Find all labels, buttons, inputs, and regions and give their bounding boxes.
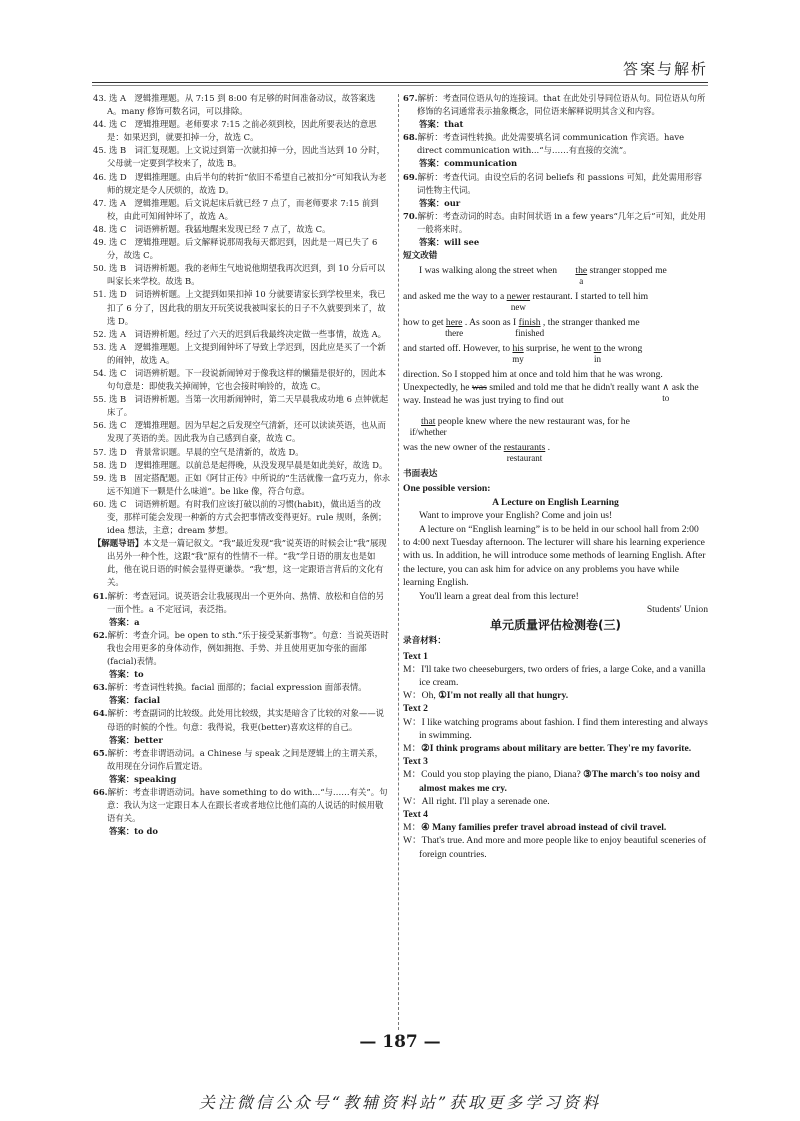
answer-item: 49. 选 C 逻辑推理题。后文解释说那周我每天都迟到，因此是一周已失了 6 分，故选 C。 <box>93 237 378 261</box>
answer-explanation <box>93 707 391 733</box>
column-divider <box>398 94 399 1030</box>
answer-item: 51. 选 D 词语辨析题。上文提到如果扣掉 10 分就要请家长到学校里来，我已扣了 6 分了，因此我的朋友开玩笑说我被叫家长的日子不久就要到来了，故选 D。 <box>93 289 386 326</box>
cloze-answer-list <box>93 92 391 537</box>
answer-key: 答案：speaking <box>109 773 177 784</box>
answer-explanation <box>93 629 391 668</box>
corr-wrong: newer <box>506 291 531 303</box>
correction-heading: 短文改错 <box>403 251 438 262</box>
correction-insert <box>662 381 670 404</box>
answer-explanation <box>403 171 708 197</box>
key-sentence: ④ Many families prefer travel abroad instead of civil travel. <box>421 822 667 834</box>
speaker: W： <box>403 690 422 702</box>
answer-item: 53. 选 A 逻辑推理题。上文提到闹钟坏了导致上学迟到，因此应是买了一个新的闹钟，故选 A。 <box>93 341 386 365</box>
text-label: Text 4 <box>403 809 428 820</box>
speaker: W： <box>403 795 422 807</box>
dialogue-line <box>403 663 708 689</box>
answer-item: 54. 选 C 词语辨析题。下一段说新闹钟对于像我这样的懒猫是很好的，因此本句句意是：即使我关掉闹钟，它也会接时响铃的，故选 C。 <box>93 367 387 392</box>
answer-key: 答案：our <box>419 197 461 208</box>
corr-fix: finished <box>515 328 545 339</box>
question-number: 61. <box>93 590 108 601</box>
correction-mark <box>559 264 588 287</box>
answer-item: 50. 选 B 词语辨析题。我的老师生气地说他期望我再次迟到，到 10 分后可以叫家长来学校。故选 B。 <box>93 263 386 287</box>
corr-wrong: here <box>445 317 463 329</box>
answer-item: 47. 选 A 逻辑推理题。后文说起床后就已经 7 点了，而老师要求 7:15 前到校，由此可知闹钟坏了，故选 A。 <box>93 197 379 221</box>
sample-essay <box>403 482 708 616</box>
correction-mark <box>409 415 447 438</box>
answer-item: 60. 选 C 词语辨析题。有时我们应该打破以前的习惯(habit)，做出适当的改变，那样可能会发现一种新的方式会把事情改变得更好。rule 规则，条例；idea 想法，主意；dream 梦想。 <box>93 498 387 536</box>
corr-fix: there <box>445 328 464 339</box>
correction-mark <box>445 316 464 339</box>
question-number: 63. <box>93 682 108 693</box>
correction-mark <box>503 441 546 464</box>
dialogue-line <box>403 689 708 702</box>
answer-key: 答案：facial <box>109 695 161 706</box>
corr-text: , the stranger thanked me <box>540 317 640 329</box>
essay-paragraph: Want to improve your English? Come and join us! <box>419 510 613 522</box>
corr-text: . <box>545 442 551 454</box>
corr-text: smiled and told me that he didn't really want <box>486 382 663 394</box>
corr-text: and started off. However, to <box>403 343 513 355</box>
line-text: I like watching programs about fashion. I find them interesting and always in swimming. <box>419 716 708 741</box>
question-number: 67. <box>403 93 418 103</box>
explanation-text: 解析：考查同位语从句的连接词。that 在此处引导同位语从句。同位语从句所修饰的名词通常表示抽象概念，同位语来解释说明其含义和内容。 <box>417 93 706 117</box>
explanation-text: 解析：考查词性转换。facial 面部的；facial expression 面部表情。 <box>107 682 367 693</box>
dialogue-line <box>403 768 708 794</box>
corr-deleted-word: was <box>471 382 487 394</box>
key-sentence: ①I'm not really all that hungry. <box>438 690 569 702</box>
essay-title: A Lecture on English Learning <box>492 496 619 508</box>
answer-item: 44. 选 C 逻辑推理题。老师要求 7:15 之前必须到校，因此所要表达的意思是：如果迟到，就要扣掉一分，故选 C。 <box>93 119 377 143</box>
question-number: 64. <box>93 708 108 719</box>
listening-script <box>403 650 708 861</box>
corr-fix: if/whether <box>409 427 447 438</box>
answer-item: 59. 选 B 固定搭配题。正如《阿甘正传》中所说的“生活就像一盒巧克力，你永远不知道下一颗是什么味道”。be like 像，符合句意。 <box>93 472 391 496</box>
answer-key: 答案：communication <box>419 158 518 169</box>
question-number: 62. <box>93 629 108 640</box>
corr-fix: new <box>510 302 526 313</box>
corr-text: how to get <box>403 317 446 329</box>
answer-key: 答案：a <box>109 616 140 627</box>
corr-wrong: finish <box>518 317 541 329</box>
answer-item: 43. 选 A 逻辑推理题。从 7:15 到 8:00 有足够的时间准备动议，故答案选 A。many 修饰可数名词，可以排除。 <box>93 93 376 117</box>
text-label: Text 3 <box>403 756 428 768</box>
text-label: Text 2 <box>403 703 428 715</box>
answer-key: 答案：to do <box>109 826 158 837</box>
line-text: Could you stop playing the piano, Diana? <box>421 769 584 781</box>
speaker: M： <box>403 822 422 834</box>
answer-explanation <box>93 747 391 773</box>
explanation-text: 解析：考查代词。由设空后的名词 beliefs 和 passions 可知，此处需用形容词性物主代词。 <box>417 171 702 195</box>
corr-text: I was walking along the street when <box>419 265 560 277</box>
correction-mark <box>593 342 602 365</box>
dialogue-line <box>403 834 708 860</box>
text-label: Text 1 <box>403 650 428 662</box>
answer-explanation <box>403 210 708 236</box>
question-number: 70. <box>403 210 418 221</box>
speaker: W： <box>403 835 422 847</box>
essay-paragraph: You'll learn a great deal from this lecture! <box>419 590 579 602</box>
corr-text: the wrong <box>601 343 643 355</box>
error-correction-passage <box>403 264 708 464</box>
corr-text: restaurant. I started to tell him <box>530 291 649 303</box>
question-number: 68. <box>403 132 418 143</box>
corr-fix: a <box>579 276 584 287</box>
listening-material-label: 录音材料： <box>403 636 446 647</box>
answer-item: 46. 选 D 逻辑推理题。由后半句的转折“依旧不希望自己被扣分”可知我认为老师的规定是令人厌烦的，故选 D。 <box>93 171 387 195</box>
explanation-text: 解析：考查动词的时态。由时间状语 in a few years“几年之后”可知，此处用一般将来时。 <box>417 210 706 234</box>
corr-wrong: restaurants <box>503 442 546 454</box>
key-sentence: ②I think programs about military are better. They're my favorite. <box>421 742 692 754</box>
question-number: 65. <box>93 747 108 758</box>
header-rule <box>92 82 708 83</box>
line-text: All right. I'll play a serenade one. <box>421 795 550 807</box>
question-number: 66. <box>93 786 108 797</box>
exam-title: 单元质量评估检测卷(三) <box>490 618 621 633</box>
speaker: M： <box>403 663 422 675</box>
guide-label: 【解题导语】 <box>93 538 144 549</box>
dialogue-line <box>403 716 708 742</box>
corr-text: people knew where the new restaurant was, for he <box>435 416 630 428</box>
corr-text: direction. So I stopped him at once and told him that he was wrong. Unexpectedly, he <box>403 369 663 394</box>
header-rule-thin <box>92 85 708 86</box>
corr-text: ask the way. Instead he was just trying to find out <box>403 382 699 407</box>
dialogue-line <box>403 795 708 808</box>
speaker: W： <box>403 716 422 728</box>
corr-fix: my <box>512 354 524 365</box>
speaker: M： <box>403 769 422 781</box>
correction-mark <box>506 290 531 313</box>
corr-text: and asked me the way to a <box>403 291 507 303</box>
line-text: That's true. And more and more people like to enjoy beautiful sceneries of foreign countries. <box>419 835 707 860</box>
corr-text: surprise, he went <box>523 343 594 355</box>
key-sentence: ③The march's too noisy and almost makes me cry. <box>419 769 700 794</box>
answer-key: 答案：to <box>109 669 144 680</box>
line-text: Oh, <box>421 690 439 702</box>
guide-text: 本文是一篇记叙文。“我”最近发现“我”说英语的时候会让“我”展现出另外一种个性，这跟“我”原有的性情不一样。“我”学日语的朋友也是如此，他在说日语的时候会显得更谦恭。“我”想，这一定跟语言背后的文化有关。 <box>107 538 387 588</box>
explanation-text: 解析：考查副词的比较级。此处用比较级，其实是暗含了比较的对象——说母语的时候的个性。句意：我得说，我更(better)喜欢这样的自己。 <box>107 708 384 732</box>
grammar-answer-list-right <box>403 92 708 249</box>
explanation-text: 解析：考查冠词。说英语会让我展现出一个更外向、热情、放松和自信的另一面个性。a 不定冠词，表泛指。 <box>107 590 384 614</box>
explanation-text: 解析：考查词性转换。此处需要填名词 communication 作宾语。have direct communication with...“与……有直接的交流”。 <box>417 132 685 156</box>
correction-mark <box>512 342 524 365</box>
corr-wrong: that <box>421 416 436 428</box>
answer-key: 答案：better <box>109 734 163 745</box>
corr-text: . As soon as I <box>462 317 519 329</box>
correction-mark <box>515 316 545 339</box>
explanation-text: 解析：考查介词。be open to sth.“乐于接受某新事物”。句意：当说英语时我也会用更多的身体动作，例如拥抱、手势、并且使用更加夸张的面部(facial)表情。 <box>107 629 389 667</box>
page-header-title: 答案与解析 <box>622 60 708 78</box>
corr-wrong: his <box>512 343 524 355</box>
answer-explanation <box>93 681 391 694</box>
corr-fix: restaurant <box>506 453 543 464</box>
answer-item: 56. 选 C 逻辑推理题。因为早起之后发现空气清新，还可以读读英语，也从而发现了英语的美。因此我为自己感到自豪，故选 C。 <box>93 420 387 444</box>
line-text: I'll take two cheeseburgers, two orders of fries, a large Coke, and a vanilla ice cream. <box>419 663 706 688</box>
answer-item: 45. 选 B 词汇复现题。上文说过到第一次就扣掉一分，因此当达到 10 分时，父母就一定要到学校来了，故选 B。 <box>93 145 386 169</box>
answer-item: 58. 选 D 逻辑推理题。以前总是起得晚，从没发现早晨是如此美好，故选 D。 <box>93 459 388 470</box>
explanation-text: 解析：考查非谓语动词。a Chinese 与 speak 之间是逻辑上的主谓关系，故用现在分词作后置定语。 <box>107 747 383 771</box>
footer-watermark: 关注微信公众号“教辅资料站”获取更多学习资料 <box>198 1093 602 1112</box>
corr-fix: to <box>662 393 670 404</box>
reading-guide <box>93 537 391 589</box>
essay-version-label: One possible version: <box>403 483 491 495</box>
question-number: 69. <box>403 171 418 182</box>
corr-fix: in <box>593 354 601 365</box>
answer-key: 答案：will see <box>419 237 480 248</box>
explanation-text: 解析：考查非谓语动词。have something to do with...“与……有关”。句意：我认为这一定跟日本人在跟长者或者地位比他们高的人说话的时候用敬语有关。 <box>107 786 388 824</box>
corr-wrong: the <box>575 265 588 277</box>
essay-signature: Students' Union <box>646 603 708 615</box>
answer-explanation <box>93 590 391 616</box>
answer-explanation <box>403 131 708 157</box>
answer-key: 答案：that <box>419 119 464 130</box>
essay-paragraph: A lecture on “English learning” is to be held in our school hall from 2:00 to 4:00 next Tuesday afternoon. The lecturer will share his learning experience with us. In addition, he will introduce some methods of learning English. After the lecture, you can ask him for advice on any problems you have while learning English. <box>403 523 706 589</box>
answer-item: 57. 选 D 背景常识题。早晨的空气是清新的，故选 D。 <box>93 446 304 457</box>
corr-text: stranger stopped me <box>587 265 667 277</box>
right-column <box>403 92 708 861</box>
corr-wrong: to <box>593 343 602 355</box>
dialogue-line <box>403 821 708 834</box>
answer-explanation <box>93 786 391 825</box>
answer-item: 52. 选 A 词语辨析题。经过了六天的迟到后我最终决定做一些事情，故选 A。 <box>93 328 387 339</box>
speaker: M： <box>403 742 422 754</box>
dialogue-line <box>403 742 708 755</box>
left-column <box>93 92 391 838</box>
insert-caret: ∧ <box>662 382 670 394</box>
page-number: — 187 — <box>359 1032 441 1052</box>
answer-item: 55. 选 B 词语辨析题。当第一次用新闹钟时，第二天早晨我成功地 6 点钟就起床了。 <box>93 394 389 418</box>
writing-heading: 书面表达 <box>403 469 438 480</box>
grammar-answer-list-left <box>93 590 391 839</box>
answer-explanation <box>403 92 708 118</box>
corr-text: was the new owner of the <box>403 442 504 454</box>
answer-item: 48. 选 C 词语辨析题。我猛地醒来发现已经 7 点了，故选 C。 <box>93 223 331 234</box>
